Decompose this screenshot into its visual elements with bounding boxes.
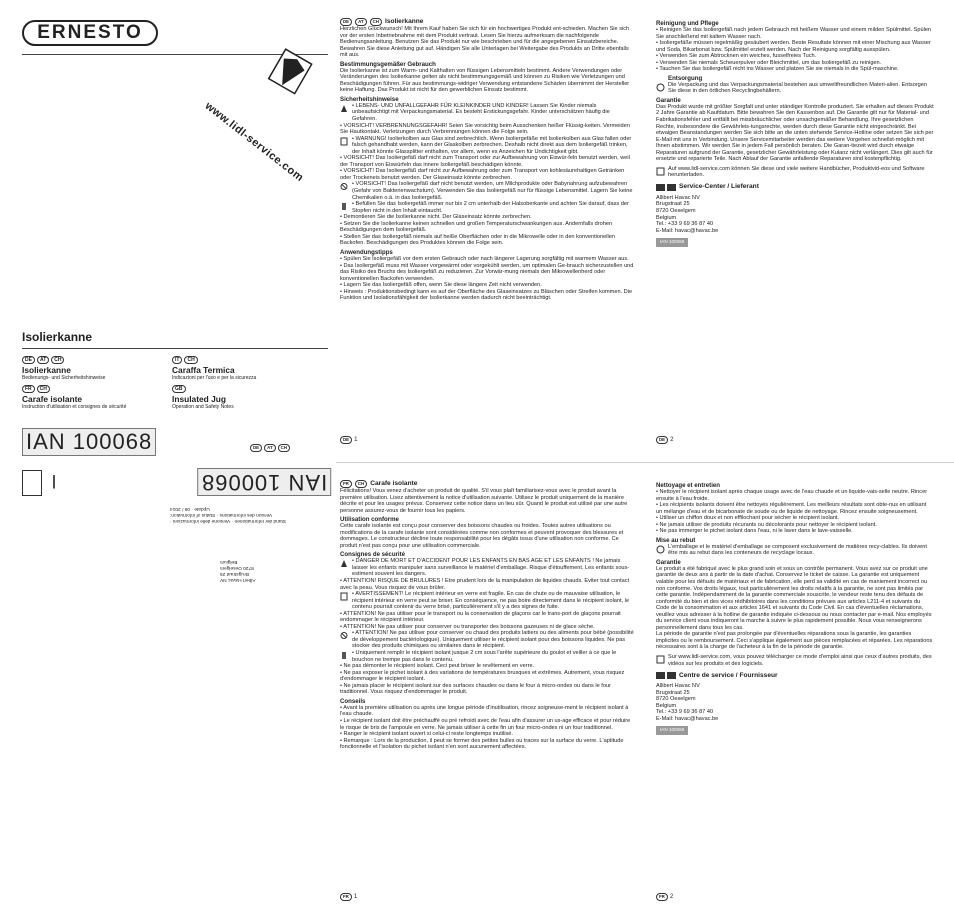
page-divider	[336, 462, 954, 463]
barcode-box	[22, 470, 42, 496]
page-de-2: Reinigung und Pflege • Reinigen Sie das Isoliergefäß nach jedem Gebrauch mit heißem Wasser und einem milden Spülmittel. Spülen Sie anschließend mit kaltem Wasser nach. • Isoliergefäße müssen regelmäßig gesäubert werden. Beste Resultate können mit einer Mischung aus Wasser und Soda, Bikarbonat bzw. Spülmittel erzielt werden. Nach der Reinigung sorgfältig ausspülen. • Verwenden Sie zum Abtrocknen ein weiches, fusselfreies Tuch. • Verwenden Sie niemals Scheuerpulver oder Bleichmittel, um das Isoliergefäß zu reinigen. • Tauchen Sie das Isoliergefäß nicht ins Wasser und platzen Sie sie niemals in die Spül-maschine. Entsorgung Die Verpackung und das Verpackungsmaterial bestehen aus umweltfreundlichen Materi-alien. Entsorgen Sie diese in den örtlichen Recyclingbehältern. Garantie Das Produkt wurde mit größter Sorgfalt und unter ständiger Kontrolle produziert. Sie erhalten auf dieses Produkt 2 Jahre Garantie ab Kaufdatum. Bitte bewahren Sie den Kassenbon auf. Die Garantie gilt nur für Material- und Fabrikationsfehler und entfällt bei missbräuchlicher oder unsachgemäßer Behandlung. Ihre gesetzlichen Rechte, insbesondere die Gewährleis-tungsrechte, werden durch diese Garantie nicht eingeschränkt. Bei etwaigen Beanstandungen werden Sie sich bitte an die unten stehende Service-Hotline oder setzen Sie sich per E-Mail mit uns in Verbindung. Unsere Servicemitarbeiter werden das weitere Vorgehen schnellst-möglich mit Ihnen abstimmen. Wir werden Sie in jedem Fall persönlich beraten. Die Garan-tiezeit wird durch etwaige Reparaturen aufgrund der Garantie, gesetzlicher Gewährleistung oder Kulanz nicht verlängert. Dies gilt auch für ersetzte und reparierte Teile. Nach Ablauf der Garantie anfallende Reparaturen sind kostenpflichtig. Auf www.lidl-service.com können Sie diese und viele weitere Handbücher, Produktvid-eos und Software herunterladen. Service-Center / Lieferant Allibert Havac NV Brugstraat 25 8720 Oeselgem Belgium Tel.: +33 9 69 36 87 40 E-Mail: havac@havac.be IAN 100068	[656, 18, 934, 348]
page-de-1-number: DE 1	[340, 436, 357, 444]
cover-mid-rule	[22, 348, 328, 349]
fill-level-icon	[340, 202, 348, 211]
address-de: Allibert Havac NV Brugstraat 25 8720 Oeselgem Belgium Tel.: +33 9 69 36 87 40 E-Mail: havac@havac.be	[656, 194, 719, 234]
product-title: Isolierkanne	[22, 330, 93, 344]
fill-level-icon-fr	[340, 651, 348, 660]
page-fr-1-header: FR CH Carafe isolante	[340, 480, 634, 488]
lidl-service-badge-icon	[200, 40, 330, 150]
page-de-1: DE AT CH Isolierkanne Herzlichen Glückwunsch! Mit Ihrem Kauf haben Sie sich für ein hochwertiges Produkt ent-schieden. Machen Sie sich vor der ersten Inbetriebnahme mit dem Produkt vertraut. Lesen Sie hierzu aufmerksam die nachfolgende Bedienungsanleitung. Benutzen Sie das Produkt nur wie beschrieben und für die angegebenen Einsatzbereiche. Bewahren Sie diese Anleitung gut auf. Händigen Sie alle Unterlagen bei Weitergabe des Produkts an Dritte ebenfalls mit aus. Bestimmungsgemäßer Gebrauch Die Isolierkanne ist zum Warm- und Kalthalten von flüssigen Lebensmitteln bestimmt. Andere Verwendungen oder Veränderungen des Isolierkanne gelten als nicht bestimmungsgemäß und können zu Risiken wie Verletzungen und Beschädigungen führen. Für aus bestimmungs-widriger Verwendung entstandene Schäden übernimmt der Hersteller keine Haftung. Das Produkt ist nicht für den gewerblichen Einsatz bestimmt. Sicherheitshinweise • LEBENS- UND UNFALLGEFAHR FÜR KLEINKINDER UND KINDER! Lassen Sie Kinder niemals unbeaufsichtigt mit Verpackungsmaterial. Es besteht Erstickungsgefahr. Kinder unterschätzen häufig die Gefahren. • VORSICHT! VERBRENNUNGSGEFAHR! Seien Sie vorsichtig beim Ausschenken heißer Flüssig-keiten. Vermeiden Sie Hautkontakt. Verletzungen durch Verbrennungen können die Folge sein. • WARNUNG! Isolierkolben aus Glas sind zerbrechlich. Wenn Isoliergefäße mit Isolierkolben aus Glas fallen oder falsch gehandhabt werden, kann der Glaskolben zerbrechen. Deshalb nicht direkt aus dem Isoliergefäß trinken, der Inhalt könnte Glassplitter enthalten, vor allem, wenn es Anzeichen für Undichtigkeit gibt. • VORSICHT! Das Isoliergefäß darf nicht zum Transport oder zur Aufbewahrung von Eiswür-feln benutzt werden, weil der Transport von Eiswürfeln das innere Isoliergefäß beschädigen könnte. • VORSICHT! Das Isoliergefäß darf nicht zur Aufbewahrung oder zum Transport von kohlesäurehaltigen Getränken oder Trockeneis benutzt werden. Der Glaseinsatz könnte zerbrechen. • VORSICHT! Das Isoliergefäß darf nicht benutzt werden, um Milchprodukte oder Babynahrung aufzubewahren (Gefahr von Bakterienwachstum). Verwenden Sie das Isoliergefäß nur für flüssige Lebensmittel. Lagern Sie keine Chemikalien o.ä. in das Isoliergefäß. • Befüllen Sie das Isoliergefäß immer nur bis 2 cm unterhalb der Halsoberkante und achten Sie darauf, dass der Stopfen nicht in den Inhalt eintaucht. • Demontieren Sie die Isolierkanne nicht. Der Glaseinsatz könnte zerbrechen. • Setzen Sie die Isolierkanne keinen schnellen und großen Temperaturschwankungen aus. Andernfalls drohen Beschädigungen dem Isoliergefäß. • Stellen Sie das Isoliergefäß niemals auf heiße Oberflächen oder in die Mikrowelle oder in den konventionellen Backofen. Beschädigungen des Produktes können die Folge sein. Anwendungstipps • Spülen Sie Isoliergefäß vor dem ersten Gebrauch oder nach längerer Lagerung sorgfältig mit warmem Wasser aus. • Das Isoliergefäß muss mit Wasser vorgewärmt oder vorgekühlt werden, um optimalen Ge-brauch sicherzustellen und das Risiko des Bruchs des Isoliergefäß zu reduzieren. Zur Vorwär-mung niemals den Mikrowellenherd oder konventionellen Backofen verwenden. • Lagern Sie das Isoliergefäß offen, wenn Sie diese längere Zeit nicht verwenden. • Hinweis : Produktionsbedingt kann es auf der Oberfläche des Glaseinsatzes zu Bläschen oder Streifen kommen. Die Funktion und Isolationsfähigkeit der Isolierkanne werden dadurch nicht beeinträchtigt.	[340, 18, 634, 302]
glass-break-icon	[340, 137, 348, 146]
info-rotated: Stand der Informationen · Versione delle informazioni · Version des informations · Status of information: Update · 06 / 2014	[170, 506, 286, 523]
website-diagonal: www.lidl-service.com	[202, 100, 306, 185]
glass-break-icon-fr	[340, 592, 348, 601]
no-milk-icon	[340, 182, 348, 191]
page-de-1-header: DE AT CH Isolierkanne	[340, 18, 634, 26]
recycle-icon	[656, 83, 665, 92]
info-icon-fr	[656, 655, 665, 664]
lang-block-fr: FR CH Carafe isolante Instruction d'utilisation et consignes de sécurité	[22, 386, 127, 410]
phone-icon	[656, 183, 676, 192]
page-fr-1-number: FR 1	[340, 893, 357, 901]
ian-number-rotated: IAN 100068	[197, 468, 331, 496]
ian-flag-row: DE AT CH	[250, 444, 290, 452]
child-warning-icon-fr	[340, 559, 348, 568]
page-fr-2-number: FR 2	[656, 893, 673, 901]
recycle-icon-fr	[656, 545, 665, 554]
page-de-2-number: DE 2	[656, 436, 673, 444]
phone-icon-fr	[656, 671, 676, 680]
info-icon	[656, 167, 665, 176]
no-milk-icon-fr	[340, 631, 348, 640]
child-warning-icon	[340, 104, 348, 113]
lang-block-de: DE AT CH Isolierkanne Bedienungs- und Sicherheitshinweise	[22, 357, 106, 381]
page-fr-2: Nettoyage et entretien • Nettoyer le récipient isolant après chaque usage avec de l'eau chaude et un liquide-vais-selle neutre. Rincer ensuite à l'eau froide. • Les récipients isolants doivent être nettoyés régulièrement. Les meilleurs résultats sont obte-nus en utilisant un mélange d'eau et de bicarbonate de soude ou de liquide de nettoyage. Rincez ensuite soigneusement. • Utiliser un chiffon doux et non effilochant pour sécher le récipient isolant. • Ne jamais utiliser de produits récurants ou décolorants pour nettoyer le récipient isolant. • Ne pas immerger le pichet isolant dans l'eau, ni le laver dans le lave-vaisselle. Mise au rebut L'emballage et le matériel d'emballage se composent exclusivement de matières recy-clables. Ils doivent être mis au rebut dans les conteneurs de recyclage locaux. Garantie Le produit a été fabriqué avec le plus grand soin et sous un contrôle permanent. Vous avez sur ce produit une garantie de deux ans à partir de la date d'achat. Conservez le ticket de caisse. La garantie est uniquement valable pour les défauts de matériaux et de fabrication, elle perd sa validité en cas de maniement incorrect ou non conforme. Vos droits légaux, tout particulièrement les droits relatifs à la garantie, ne sont pas limités par cette garantie. Indépendamment de la garantie commerciale souscrite, le vendeur reste tenu des défauts de conformité du bien et des vices rédhibitoires dans les conditions prévues aux articles L211-4 et suivants du Code de la consommation et aux articles 1641 et suivants du Code Civil. En cas d'éventuelles réclamations, veuillez vous adresser à la hotline de garantie indiquée ci-dessous ou nous contacter par e-mail. Nos employés du service client vous indiqueront la marche à suivre le plus rapidement possible. Nous vous renseignerons personnellement dans tous les cas. La période de garantie n'est pas prolongée par d'éventuelles réparations sous la garantie, les garanties implicites ou le remboursement. Ceci s'applique également aux pièces remplacées et réparées. Les réparations nécessaires sont à la charge de l'acheteur à la fin de la période de garantie. Sur www.lidl-service.com, vous pouvez télécharger ce mode d'emploi ainsi que ceux d'autres produits, des vidéos sur les produits et des logiciels. Centre de service / Fournisseur Allibert Havac NV Brugstraat 25 8720 Oeselgem Belgium Tel.: +33 9 69 36 87 40 E-Mail: havac@havac.be IAN 100068	[656, 480, 934, 840]
lang-block-it: IT CH Caraffa Termica Indicazioni per l'uso e per la sicurezza	[172, 357, 257, 381]
brand-logo: ERNESTO	[22, 20, 158, 46]
lang-block-gb: GB Insulated Jug Operation and Safety Notes	[172, 386, 234, 410]
ian-number: IAN 100068	[22, 428, 156, 456]
address-fr: Allibert Havac NV Brugstraat 25 8720 Oeselgem Belgium Tel.: +33 9 69 36 87 40 E-Mail: havac@havac.be	[656, 683, 719, 722]
page-fr-1: FR CH Carafe isolante Félicitations! Vous venez d'acheter un produit de qualité. S'il vous plaît familiarisez-vous avec le produit avant la première utilisation. Lisez attentivement la notice d'utilisation suivante. Utilisez le produit uniquement de la manière décrite et pour les usages prévus. Conservez cette notice dans un lieu sûr. Quand le produit est utilisé par une autre personne assurez-vous de fournir tous les papiers. Utilisation conforme Cette carafe isolante est conçu pour conserver des boissons chaudes ou froides. Toutes autres utilisations ou modifications de la carafe isolante sont considérées comme non conformes et peuvent provoquer des blessures et dommages. Le constructeur décline toute responsabilité pour les dégâts issus d'une utilisation non conforme. Ce produit n'est pas conçu pour une utilisation commerciale. Consignes de sécurité • DANGER DE MORT ET D'ACCIDENT POUR LES ENFANTS EN BAS AGE ET LES ENFANTS ! Ne jamais laisser les enfants manipuler sans surveillance le matériel d'emballage. Risque d'étouffement. Les enfants sous-estiment souvent les dangers. • ATTENTION! RISQUE DE BRULURES ! Etre prudent lors de la manipulation de liquides chauds. Eviter tout contact avec la peau. Vous risquez de vous brûler. • AVERTISSEMENT! Le récipient intérieur en verre est fragile. En cas de chute ou de mauvaise utilisation, le récipient intérieur en verre peut se briser. En conséquence, ne pas boire directement dans le récipient isolant, le contenu pourrait contenir du verre brisé, particulièrement s'il y a des signes de fuite. • ATTENTION! Ne pas utiliser pour le transport ou la conservation de glaçons car le trans-port de glaçons pourrait endommager le récipient intérieur. • ATTENTION! Ne pas utiliser pour conserver ou transporter des boissons gazeuses ni de glace sèche. • ATTENTION! Ne pas utiliser pour conserver ou chaud des produits laitiers ou des aliments pour bébé (possibilité de développement bactériologique). Uniquement utiliser le récipient isolant pour des boissons liquides. Ne pas stocker des produits chimiques ou similaires dans le récipient. • Uniquement remplir le récipient isolant jusque 2 cm sous l'arête supérieure du goulot et veiller à ce que le bouchon ne trempe pas dans le contenu. • Ne pas démonter le récipient isolant. Ceci peut briser le revêtement en verre. • Ne pas exposer le pichet isolant à des variations de températures brusques et extrêmes. Autrement, vous risquez d'endommager le récipient isolant. • Ne jamais placer le récipient isolant sur des surfaces chaudes ou dans le four à micro-ondes ou dans le four traditionnel. Vous risquez d'endommager le produit. Conseils • Avant la première utilisation ou après une longue période d'inutilisation, rincez soigneuse-ment le récipient isolant à l'eau chaude. • Le récipient isolant doit être préchauffé ou pré refroidi avec de l'eau afin d'assurer un us-age efficace et pour réduire le risque de bris de l'ampoule en verre. Ne jamais utiliser à cette fin un four micro-ondes ni un four traditionnel. • Ranger le récipient isolant ouvert si celui-ci reste longtemps inutilisé. • Remarque : Lors de la production, il peut se former des petites bulles ou traces sur la surface du verre. L'aptitude fonctionnelle et l'isolation du pichet isolant n'en sont aucunement affectées.	[340, 480, 634, 751]
company-rotated: Albert Havac NV Brugstraat 25 8720 Oeselgem Belgium	[220, 559, 256, 582]
l-glyph: l	[52, 471, 56, 491]
